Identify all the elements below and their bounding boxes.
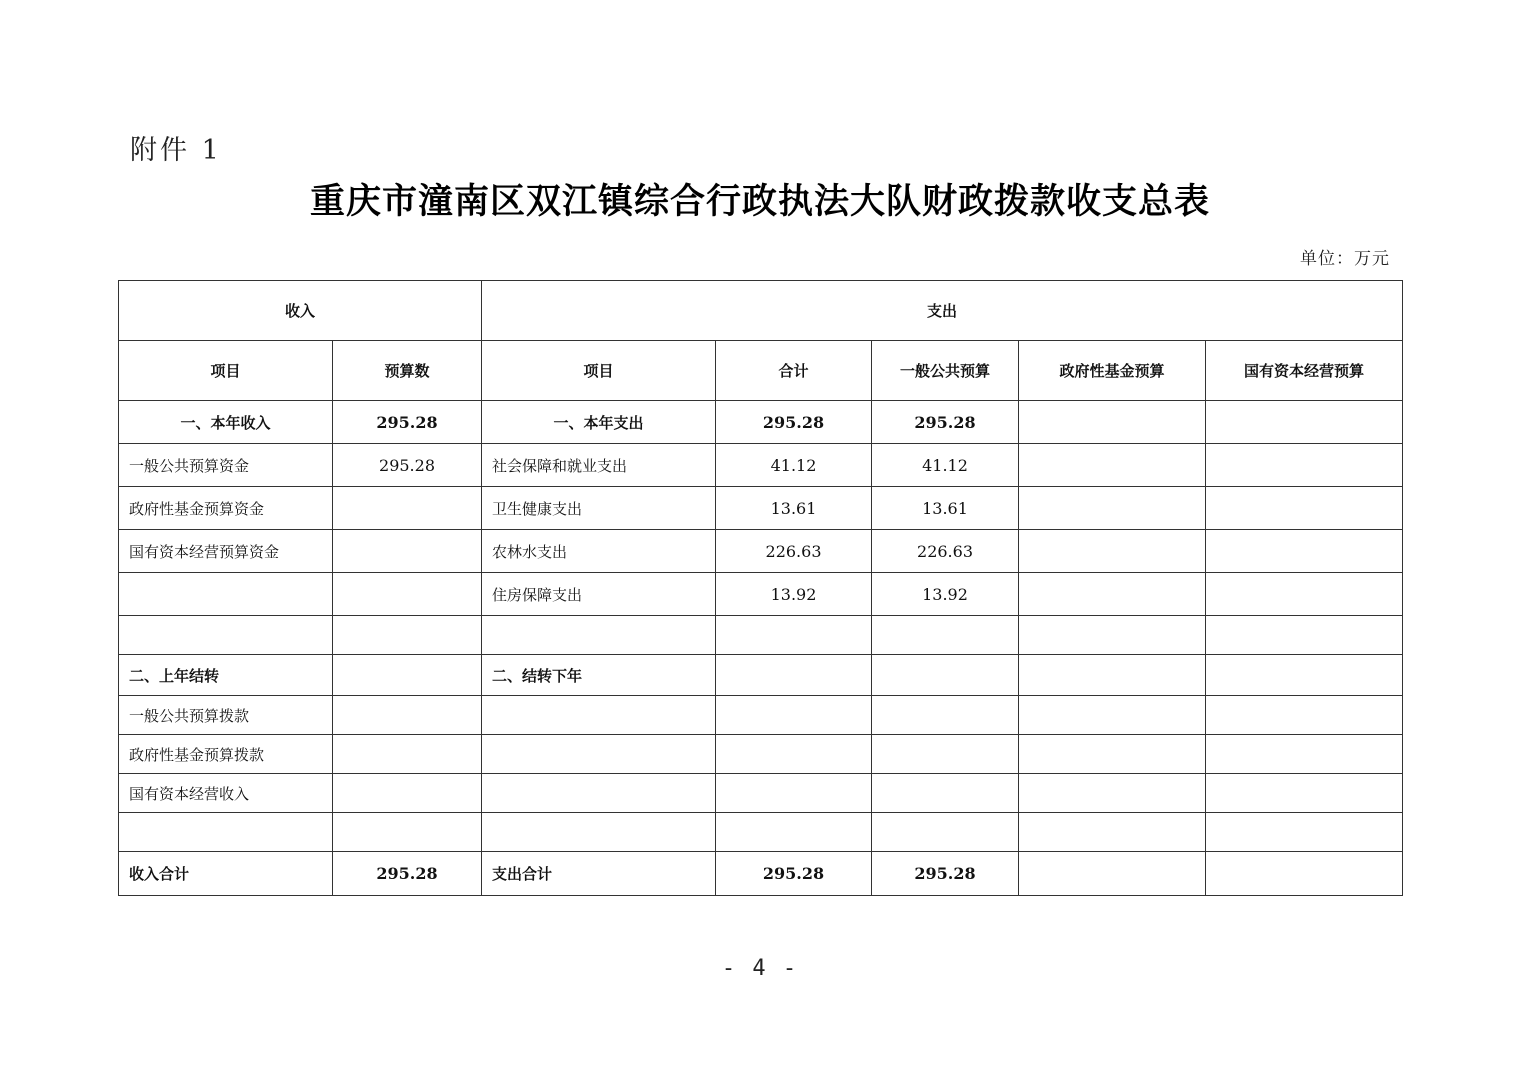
- income-item-cell: [119, 573, 333, 616]
- income-amount-cell: [333, 530, 482, 573]
- income-item-cell: 政府性基金预算拨款: [119, 735, 333, 774]
- fund-budget-cell: [1019, 487, 1206, 530]
- table-row: [119, 487, 1403, 530]
- state-capital-budget-total: [1206, 852, 1403, 896]
- total-cell: 295.28: [716, 401, 872, 444]
- table-row: [119, 735, 1403, 774]
- expense-item-cell: 卫生健康支出: [482, 487, 716, 530]
- state-capital-budget-cell: [1206, 774, 1403, 813]
- total-cell: [716, 774, 872, 813]
- state-capital-budget-cell: [1206, 616, 1403, 655]
- income-amount-cell: 295.28: [333, 444, 482, 487]
- state-capital-budget-cell: [1206, 813, 1403, 852]
- fund-budget-cell: [1019, 530, 1206, 573]
- total-cell: [716, 813, 872, 852]
- page-title: 重庆市潼南区双江镇综合行政执法大队财政拨款收支总表: [309, 181, 1210, 222]
- income-amount-cell: 295.28: [333, 401, 482, 444]
- expense-total-label: 支出合计: [482, 852, 716, 896]
- total-cell: 41.12: [716, 444, 872, 487]
- income-item-cell: 一般公共预算资金: [119, 444, 333, 487]
- general-budget-cell: [872, 813, 1019, 852]
- expense-item-cell: 住房保障支出: [482, 573, 716, 616]
- total-cell: [716, 616, 872, 655]
- table-row: [119, 813, 1403, 852]
- expense-item-cell: [482, 774, 716, 813]
- general-budget-total: 295.28: [872, 852, 1019, 896]
- fund-budget-cell: [1019, 696, 1206, 735]
- general-budget-cell: [872, 616, 1019, 655]
- state-capital-budget-cell: [1206, 696, 1403, 735]
- general-budget-cell: 13.61: [872, 487, 1019, 530]
- col-header-expense-item: 项目: [482, 341, 716, 401]
- fund-budget-cell: [1019, 655, 1206, 696]
- income-amount-cell: [333, 573, 482, 616]
- expense-item-cell: [482, 735, 716, 774]
- fund-budget-total: [1019, 852, 1206, 896]
- general-budget-cell: [872, 735, 1019, 774]
- income-item-cell: 国有资本经营预算资金: [119, 530, 333, 573]
- page-number: - 4 -: [721, 956, 799, 981]
- col-header-fund-budget: 政府性基金预算: [1019, 341, 1206, 401]
- col-header-state-capital-budget: 国有资本经营预算: [1206, 341, 1403, 401]
- income-amount-cell: [333, 813, 482, 852]
- expense-item-cell: 农林水支出: [482, 530, 716, 573]
- attachment-label: 附件 1: [130, 135, 222, 166]
- fund-budget-cell: [1019, 573, 1206, 616]
- income-amount-cell: [333, 616, 482, 655]
- general-budget-cell: [872, 696, 1019, 735]
- state-capital-budget-cell: [1206, 530, 1403, 573]
- income-group-header: 收入: [119, 281, 482, 341]
- general-budget-cell: 295.28: [872, 401, 1019, 444]
- total-cell: [716, 696, 872, 735]
- income-item-cell: 政府性基金预算资金: [119, 487, 333, 530]
- total-cell: [716, 655, 872, 696]
- state-capital-budget-cell: [1206, 444, 1403, 487]
- income-amount-cell: [333, 696, 482, 735]
- state-capital-budget-cell: [1206, 655, 1403, 696]
- totals-row: [119, 852, 1403, 896]
- expense-group-header: 支出: [482, 281, 1403, 341]
- income-item-cell: 一般公共预算拨款: [119, 696, 333, 735]
- fund-budget-cell: [1019, 774, 1206, 813]
- income-item-cell: 国有资本经营收入: [119, 774, 333, 813]
- fund-budget-cell: [1019, 813, 1206, 852]
- table-row: [119, 401, 1403, 444]
- fund-budget-cell: [1019, 444, 1206, 487]
- general-budget-cell: 41.12: [872, 444, 1019, 487]
- total-cell: 13.61: [716, 487, 872, 530]
- state-capital-budget-cell: [1206, 573, 1403, 616]
- expense-item-cell: 二、结转下年: [482, 655, 716, 696]
- general-budget-cell: [872, 774, 1019, 813]
- income-item-cell: [119, 813, 333, 852]
- unit-label: 单位：万元: [1300, 249, 1390, 269]
- income-amount-cell: [333, 735, 482, 774]
- budget-summary-table: [118, 280, 1403, 896]
- income-item-cell: 二、上年结转: [119, 655, 333, 696]
- expense-item-cell: [482, 616, 716, 655]
- general-budget-cell: 226.63: [872, 530, 1019, 573]
- income-total-amount: 295.28: [333, 852, 482, 896]
- income-item-cell: 一、本年收入: [119, 401, 333, 444]
- table-row: [119, 774, 1403, 813]
- income-amount-cell: [333, 487, 482, 530]
- col-header-income-budget: 预算数: [333, 341, 482, 401]
- fund-budget-cell: [1019, 616, 1206, 655]
- col-header-total: 合计: [716, 341, 872, 401]
- total-cell: [716, 735, 872, 774]
- expense-item-cell: 一、本年支出: [482, 401, 716, 444]
- state-capital-budget-cell: [1206, 401, 1403, 444]
- income-amount-cell: [333, 655, 482, 696]
- table-row: [119, 655, 1403, 696]
- total-cell: 13.92: [716, 573, 872, 616]
- expense-item-cell: [482, 696, 716, 735]
- income-item-cell: [119, 616, 333, 655]
- general-budget-cell: 13.92: [872, 573, 1019, 616]
- table-row: [119, 530, 1403, 573]
- state-capital-budget-cell: [1206, 487, 1403, 530]
- fund-budget-cell: [1019, 735, 1206, 774]
- state-capital-budget-cell: [1206, 735, 1403, 774]
- expense-total-amount: 295.28: [716, 852, 872, 896]
- col-header-income-item: 项目: [119, 341, 333, 401]
- expense-item-cell: [482, 813, 716, 852]
- fund-budget-cell: [1019, 401, 1206, 444]
- general-budget-cell: [872, 655, 1019, 696]
- table-row: [119, 696, 1403, 735]
- table-row: [119, 616, 1403, 655]
- col-header-general-budget: 一般公共预算: [872, 341, 1019, 401]
- total-cell: 226.63: [716, 530, 872, 573]
- group-header-row: [119, 281, 1403, 341]
- income-amount-cell: [333, 774, 482, 813]
- table-row: [119, 444, 1403, 487]
- expense-item-cell: 社会保障和就业支出: [482, 444, 716, 487]
- column-header-row: [119, 341, 1403, 401]
- income-total-label: 收入合计: [119, 852, 333, 896]
- table-row: [119, 573, 1403, 616]
